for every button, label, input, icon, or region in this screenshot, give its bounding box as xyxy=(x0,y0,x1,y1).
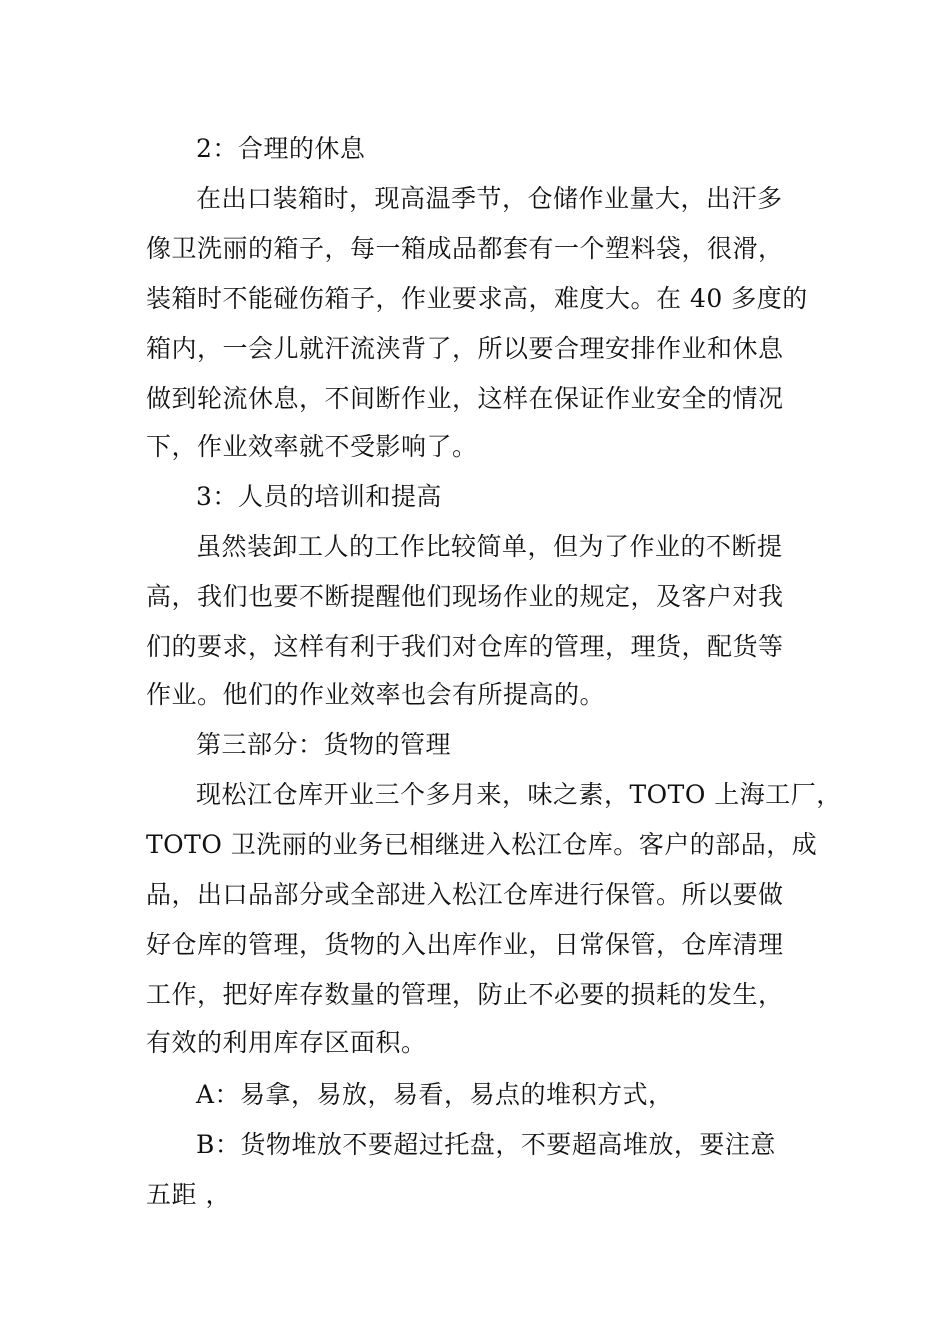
section-heading-cargo: 第三部分：货物的管理 xyxy=(196,730,452,759)
paragraph-line: 好仓库的管理，货物的入出库作业，日常保管，仓库清理 xyxy=(146,930,784,959)
paragraph-line: 高，我们也要不断提醒他们现场作业的规定，及客户对我 xyxy=(146,582,784,611)
paragraph-line: 有效的利用库存区面积。 xyxy=(146,1028,427,1057)
paragraph-line: 在出口装箱时，现高温季节，仓储作业量大，出汗多 xyxy=(196,184,783,213)
section-heading-rest: 2：合理的休息 xyxy=(196,134,366,163)
paragraph-line: 像卫洗丽的箱子，每一箱成品都套有一个塑料袋，很滑， xyxy=(146,234,784,263)
paragraph-line: 装箱时不能碰伤箱子，作业要求高，难度大。在 40 多度的 xyxy=(146,284,808,313)
paragraph-line: 们的要求，这样有利于我们对仓库的管理，理货，配货等 xyxy=(146,632,784,661)
list-item-b: B：货物堆放不要超过托盘，不要超高堆放，要注意 xyxy=(196,1130,776,1159)
paragraph-line: 品，出口品部分或全部进入松江仓库进行保管。所以要做 xyxy=(146,880,784,909)
paragraph-line: 做到轮流休息，不间断作业，这样在保证作业安全的情况 xyxy=(146,384,784,413)
paragraph-line: 作业。他们的作业效率也会有所提高的。 xyxy=(146,680,606,709)
paragraph-line: TOTO 卫洗丽的业务已相继进入松江仓库。客户的部品，成 xyxy=(146,830,818,859)
paragraph-line: 虽然装卸工人的工作比较简单，但为了作业的不断提 xyxy=(196,532,783,561)
section-heading-training: 3：人员的培训和提高 xyxy=(196,482,442,511)
paragraph-line: 箱内，一会儿就汗流浃背了，所以要合理安排作业和休息 xyxy=(146,334,784,363)
paragraph-line: 下，作业效率就不受影响了。 xyxy=(146,432,478,461)
paragraph-line: 五距 ， xyxy=(146,1180,231,1209)
paragraph-line: 工作，把好库存数量的管理，防止不必要的损耗的发生， xyxy=(146,980,784,1009)
paragraph-line: 现松江仓库开业三个多月来，味之素，TOTO 上海工厂， xyxy=(196,780,842,809)
list-item-a: A：易拿，易放，易看，易点的堆积方式， xyxy=(196,1080,674,1109)
